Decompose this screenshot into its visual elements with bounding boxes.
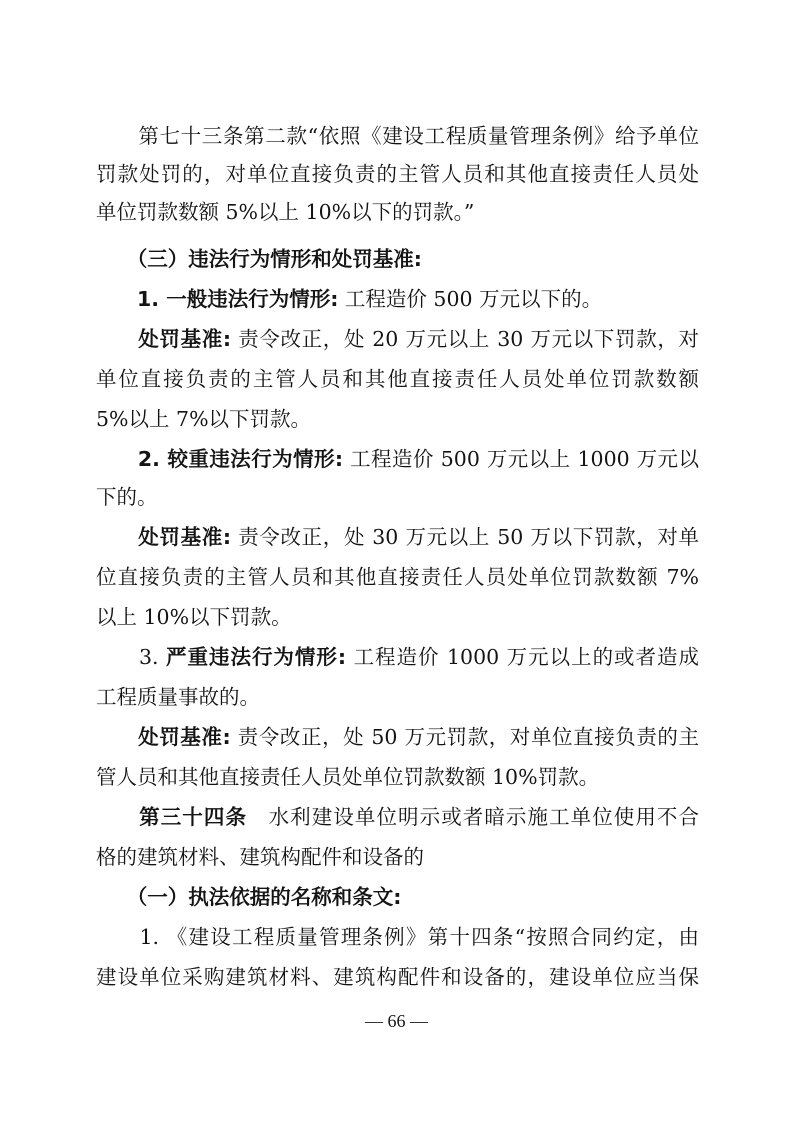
bold-text-run: 严重违法行为情形: (166, 645, 347, 669)
bold-text-run: （一）执法依据的名称和条文: (96, 885, 402, 909)
page-number: — 66 — (365, 1011, 428, 1031)
text-run: 第七十三条第二款“依照《建设工程质量管理条例》给予单位 (96, 124, 699, 148)
bold-text-run: 2. 较重违法行为情形: (96, 447, 344, 471)
text-run: 责令改正，处 20 万元以上 30 万元以下罚款，对 (231, 327, 699, 351)
text-line (96, 445, 699, 473)
text-line (96, 325, 699, 353)
text-line (96, 285, 699, 313)
text-line (96, 963, 699, 991)
section-heading (96, 245, 699, 273)
text-line (96, 683, 699, 711)
article-heading-line (96, 803, 699, 831)
text-line (96, 122, 699, 150)
text-line (96, 923, 699, 951)
text-line (96, 843, 699, 871)
text-run: 工程造价 1000 万元以上的或者造成 (346, 645, 699, 669)
text-line (96, 603, 699, 631)
text-run: 水利建设单位明示或者暗示施工单位使用不合 (247, 805, 700, 829)
text-run: 位直接负责的主管人员和其他直接责任人员处单位罚款数额 7% (96, 565, 699, 589)
text-line (96, 523, 699, 551)
text-line (96, 198, 699, 226)
text-line (96, 483, 699, 511)
bold-text-run: 处罚基准: (96, 327, 232, 351)
bold-text-run: （三）违法行为情形和处罚基准: (96, 247, 422, 271)
text-run: 工程造价 500 万元以上 1000 万元以 (343, 447, 699, 471)
text-line (96, 643, 699, 671)
text-run: 管人员和其他直接责任人员处单位罚款数额 10%罚款。 (96, 765, 600, 789)
text-run: 单位直接负责的主管人员和其他直接责任人员处单位罚款数额 (96, 367, 699, 391)
text-line (96, 405, 699, 433)
text-run: 以上 10%以下罚款。 (96, 605, 292, 629)
text-run: 1. 《建设工程质量管理条例》第十四条“按照合同约定，由 (96, 925, 699, 949)
text-run: 责令改正，处 50 万元罚款，对单位直接负责的主 (230, 725, 699, 749)
bold-text-run: 1. 一般违法行为情形: (96, 287, 339, 311)
text-line (96, 160, 699, 188)
text-run: 建设单位采购建筑材料、建筑构配件和设备的，建设单位应当保 (96, 965, 699, 989)
bold-text-run: 处罚基准: (96, 525, 232, 549)
text-run: 罚款处罚的，对单位直接负责的主管人员和其他直接责任人员处 (96, 162, 699, 186)
text-line (96, 723, 699, 751)
section-heading (96, 883, 699, 911)
text-run: 下的。 (96, 485, 158, 509)
text-run: 单位罚款数额 5%以上 10%以下的罚款。” (96, 200, 475, 224)
text-line (96, 365, 699, 393)
bold-text-run: 第三十四条 (96, 805, 248, 829)
text-run: 工程质量事故的。 (96, 685, 260, 709)
text-line (96, 563, 699, 591)
bold-text-run: 处罚基准: (96, 725, 231, 749)
text-run: 工程造价 500 万元以下的。 (338, 287, 603, 311)
text-run: 5%以上 7%以下罚款。 (96, 407, 312, 431)
text-line (96, 763, 699, 791)
text-run: 3. (96, 645, 167, 669)
text-run: 格的建筑材料、建筑构配件和设备的 (96, 845, 424, 869)
text-run: 责令改正，处 30 万元以上 50 万以下罚款，对单 (231, 525, 699, 549)
